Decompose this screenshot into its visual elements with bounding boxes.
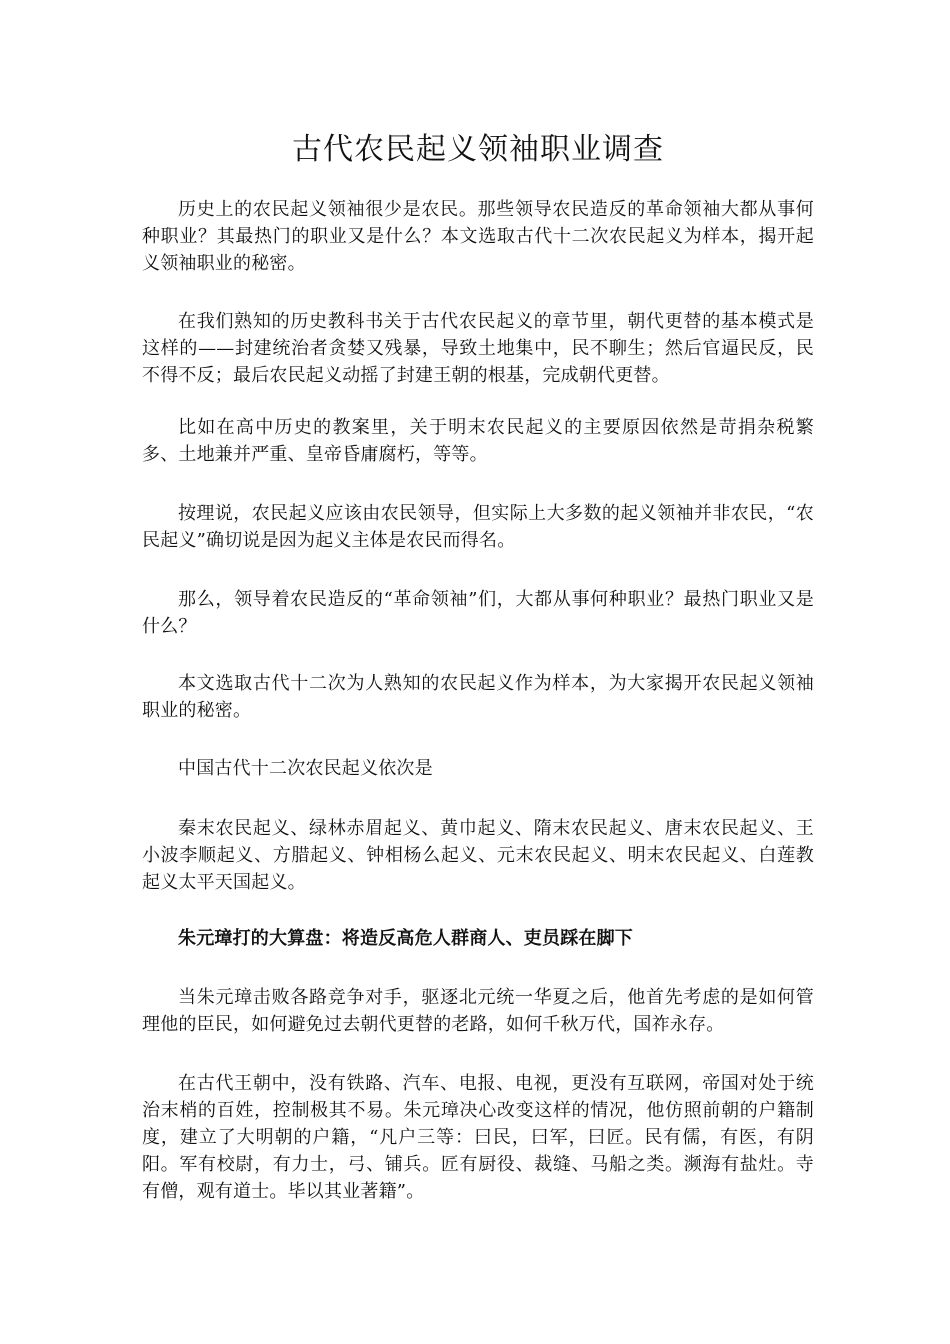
document-title: 古代农民起义领袖职业调查	[292, 132, 664, 167]
paragraph-household-registration: 在古代王朝中，没有铁路、汽车、电报、电视，更没有互联网，帝国对处于统治末梢的百姓，控制极其不易。朱元璋决心改变这样的情况，他仿照前朝的户籍制度，建立了大明朝的户籍，“凡户三等：曰民，曰军，曰匠。民有儒，有医，有阴阳。军有校尉，有力士，弓、铺兵。匠有厨役、裁缝、马船之类。濒海有盐灶。寺有僧，观有道士。毕以其业著籍”。	[142, 1073, 814, 1202]
paragraph-textbook-model: 在我们熟知的历史教科书关于古代农民起义的章节里，朝代更替的基本模式是这样的——封建统治者贪婪又残暴，导致土地集中，民不聊生；然后官逼民反，民不得不反；最后农民起义动摇了封建王朝的根基，完成朝代更替。	[142, 311, 814, 386]
paragraph-zhu-yuanzhang: 当朱元璋击败各路竞争对手，驱逐北元统一华夏之后，他首先考虑的是如何管理他的臣民，如何避免过去朝代更替的老路，如何千秋万代，国祚永存。	[142, 987, 814, 1035]
paragraph-list-intro: 中国古代十二次农民起义依次是	[178, 758, 433, 779]
section-heading: 朱元璋打的大算盘：将造反高危人群商人、吏员踩在脚下	[178, 928, 633, 949]
paragraph-sample: 本文选取古代十二次为人熟知的农民起义作为样本，为大家揭开农民起义领袖职业的秘密。	[142, 673, 814, 721]
paragraph-intro: 历史上的农民起义领袖很少是农民。那些领导农民造反的革命领袖大都从事何种职业？其最热门的职业又是什么？本文选取古代十二次农民起义为样本，揭开起义领袖职业的秘密。	[142, 199, 814, 274]
paragraph-leaders-not-peasants: 按理说，农民起义应该由农民领导，但实际上大多数的起义领袖并非农民，“农民起义”确切说是因为起义主体是农民而得名。	[142, 503, 814, 551]
paragraph-lesson-plan: 比如在高中历史的教案里，关于明末农民起义的主要原因依然是苛捐杂税繁多、土地兼并严重、皇帝昏庸腐朽，等等。	[142, 417, 814, 465]
paragraph-uprising-list: 秦末农民起义、绿林赤眉起义、黄巾起义、隋末农民起义、唐末农民起义、王小波李顺起义、方腊起义、钟相杨么起义、元末农民起义、明末农民起义、白莲教起义太平天国起义。	[142, 818, 814, 893]
paragraph-question: 那么，领导着农民造反的“革命领袖”们，大都从事何种职业？最热门职业又是什么？	[142, 589, 814, 637]
